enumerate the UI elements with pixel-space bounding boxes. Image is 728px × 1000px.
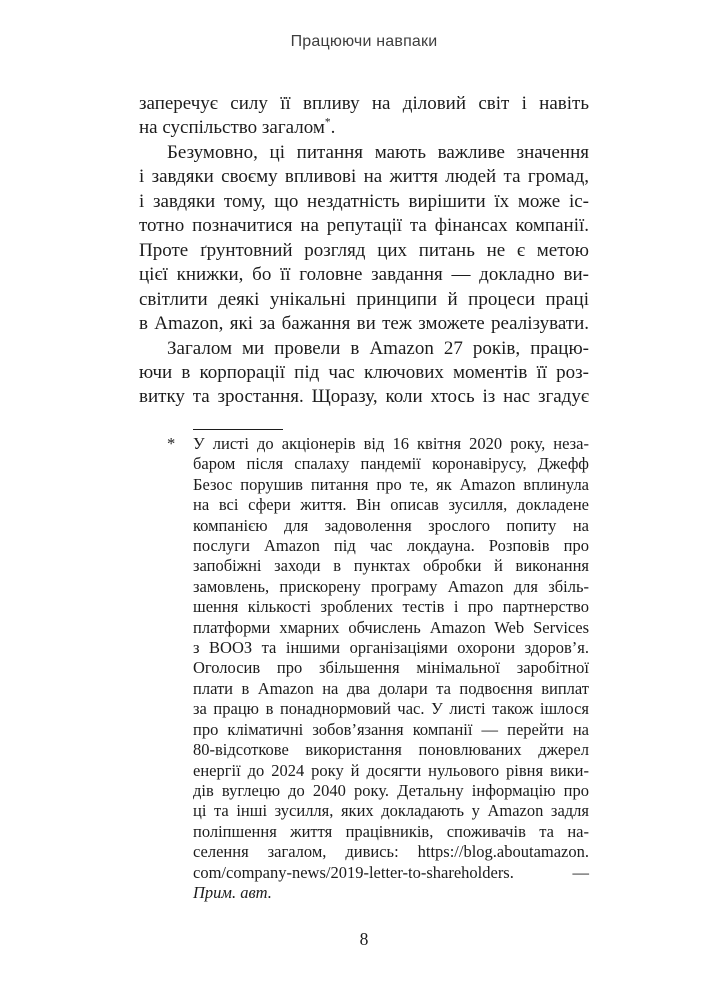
- text-line: дів вуглецю до 2040 року. Детальну інформацію про: [193, 780, 589, 800]
- footnote-author-note: Прим. авт.: [193, 882, 272, 902]
- text-line: замовлень, прискорену програму Amazon для збіль-: [193, 576, 589, 596]
- text-line: платформи хмарних обчислень Amazon Web Services: [193, 617, 589, 637]
- text-line: 80-відсоткове використання поновлюваних джерел: [193, 740, 589, 760]
- text-line: цієї книжки, бо її головне завдання — докладно ви-: [139, 264, 589, 286]
- text-line: Безос порушив питання про те, як Amazon вплинула: [193, 474, 589, 494]
- page-number: 8: [359, 929, 369, 949]
- paragraph: [139, 141, 589, 337]
- text-line: плати в Amazon на два долари та подвоєння виплат: [193, 678, 589, 698]
- text-line: шення кількості зроблених тестів і про партнерство: [193, 597, 589, 617]
- text-line: селення загалом, дивись: https://blog.aboutamazon.: [193, 842, 589, 862]
- text-line: тотно позначитися на репутації та фінансах компанії.: [139, 215, 589, 237]
- text-line: com/company-news/2019-letter-to-shareholders. —: [193, 862, 589, 882]
- text-line: ці та інші зусилля, яких докладають у Amazon задля: [193, 801, 589, 821]
- text-line: витку та зростання. Щоразу, коли хтось із нас згадує: [139, 386, 589, 408]
- text-line: про кліматичні зобов’язання компанії — перейти на: [193, 719, 589, 739]
- text-line: Загалом ми провели в Amazon 27 років, працю-: [167, 337, 589, 359]
- paragraph: [139, 92, 589, 141]
- body-text: [139, 92, 589, 410]
- text-line: на суспільство загалом*.: [139, 117, 336, 139]
- text-line: ючи в корпорації під час ключових моментів її роз-: [139, 361, 589, 383]
- text-line: баром після спалаху пандемії коронавірусу, Джефф: [193, 454, 589, 474]
- text-line: і завдяки тому, що нездатність вирішити їх може іс-: [139, 190, 589, 212]
- paragraph: [139, 337, 589, 410]
- text-line: з ВООЗ та іншими організаціями охорони здоров’я.: [193, 638, 589, 658]
- text-line: Безумовно, ці питання мають важливе значення: [167, 141, 589, 163]
- text-line: Проте ґрунтовний розгляд цих питань не є метою: [139, 239, 589, 261]
- text-line: запобіжні заходи в пунктах обробки й виконання: [193, 556, 589, 576]
- running-header: Працюючи навпаки: [290, 33, 438, 50]
- text-line: в Amazon, які за бажання ви теж зможете реалізувати.: [139, 313, 589, 335]
- text-line: за працю в понаднормовий час. У листі також ішлося: [193, 699, 589, 719]
- text-line: заперечує силу її впливу на діловий світ і навіть: [139, 93, 589, 114]
- text-line: і завдяки своєму впливові на життя людей та громад,: [139, 166, 589, 188]
- text-line: послуги Amazon під час локдауна. Розповів про: [193, 536, 589, 556]
- text-line: компанією для задоволення зрослого попиту на: [193, 515, 589, 535]
- text-line: поліпшення життя працівників, споживачів та на-: [193, 821, 589, 841]
- text-line: Оголосив про збільшення мінімальної заробітної: [193, 658, 589, 678]
- footnote-reference: *: [324, 117, 331, 130]
- text-line: на всі сфери життя. Він описав зусилля, докладене: [193, 495, 589, 515]
- footnote-separator: [193, 429, 283, 430]
- text-line: енергії до 2024 року й досягти нульового рівня вики-: [193, 760, 589, 780]
- text-line: світлити деякі унікальні принципи й процеси праці: [139, 288, 589, 310]
- footnote-text: [193, 434, 589, 883]
- footnote: [167, 434, 589, 903]
- footnote-marker: *: [167, 434, 176, 453]
- text-line: У листі до акціонерів від 16 квітня 2020 року, неза-: [193, 434, 589, 453]
